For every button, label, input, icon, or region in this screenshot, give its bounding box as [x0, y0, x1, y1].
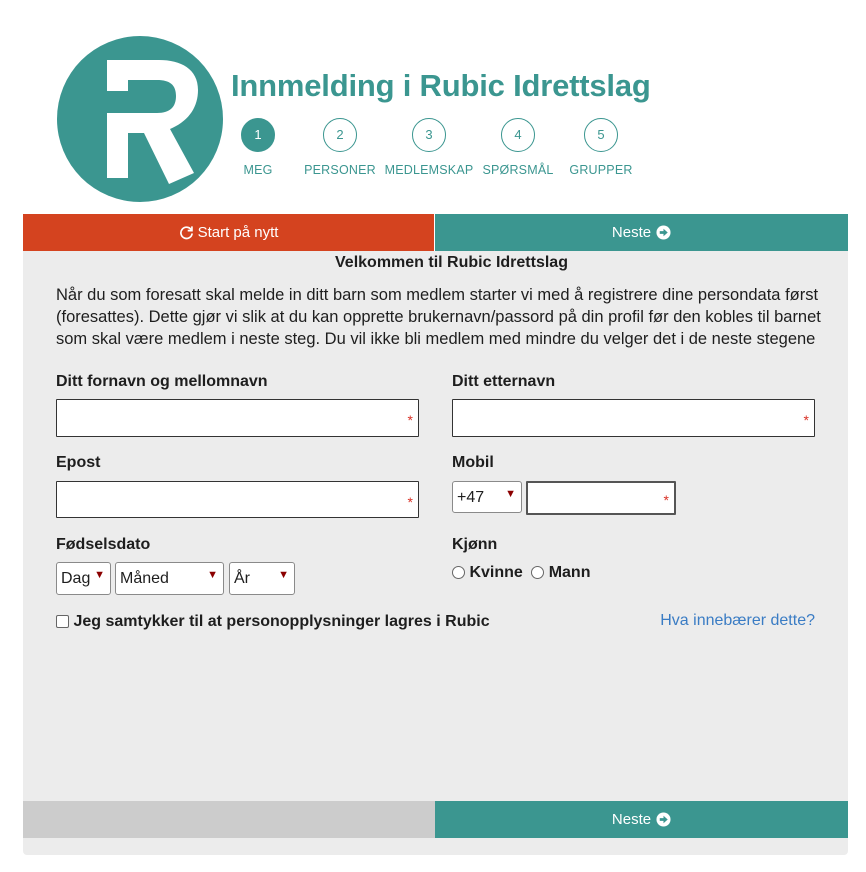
- mobile-label: Mobil: [452, 454, 494, 471]
- rubic-logo: [57, 36, 223, 202]
- consent-checkbox[interactable]: [56, 615, 69, 628]
- step-number: 2: [323, 118, 357, 152]
- step-label: PERSONER: [304, 163, 376, 177]
- intro-text: Når du som foresatt skal melde in ditt barn som medlem starter vi med å registrere dine persondata først (foresattes). Dette gjør vi slik at du kan opprette brukernavn/passord på din profil før den kobles til barnet som skal være medlem i neste steg. Du vil ikke bli medlem med mindre du velger det i de neste stegene: [56, 286, 821, 348]
- gender-options: [452, 564, 594, 582]
- consent-label: Jeg samtykker til at personopplysninger lagres i Rubic: [73, 613, 490, 630]
- mobile-input[interactable]: [526, 481, 676, 515]
- month-select[interactable]: [115, 562, 224, 595]
- email-input[interactable]: [56, 481, 419, 518]
- arrow-circle-right-icon: [656, 812, 671, 827]
- form-panel: [23, 251, 848, 855]
- consent-row: [56, 613, 490, 631]
- next-label: Neste: [611, 811, 652, 828]
- firstname-label: Ditt fornavn og mellomnavn: [56, 373, 268, 390]
- step-number: 4: [501, 118, 535, 152]
- radio-kvinne[interactable]: [452, 566, 465, 579]
- step-medlemskap[interactable]: [379, 118, 479, 177]
- firstname-input[interactable]: [56, 399, 419, 437]
- gender-option-label: Kvinne: [469, 564, 523, 581]
- arrow-circle-right-icon: [656, 225, 671, 240]
- restart-label: Start på nytt: [197, 224, 279, 241]
- restart-button[interactable]: [23, 214, 434, 251]
- chevron-down-icon: ▼: [207, 569, 218, 581]
- step-label: MEDLEMSKAP: [384, 163, 474, 177]
- required-marker: *: [407, 494, 413, 510]
- lastname-label: Ditt etternavn: [452, 373, 556, 390]
- next-button-top[interactable]: [435, 214, 848, 251]
- lastname-input[interactable]: [452, 399, 815, 437]
- top-action-bar: [23, 214, 848, 251]
- welcome-heading: Velkommen til Rubic Idrettslag: [335, 254, 568, 271]
- radio-mann[interactable]: [531, 566, 544, 579]
- bottom-action-bar: [23, 801, 848, 838]
- required-marker: *: [663, 492, 669, 508]
- gender-option-mann[interactable]: [531, 564, 590, 582]
- day-select-value: Dag: [61, 570, 91, 587]
- country-code-value: +47: [457, 489, 485, 506]
- gender-option-kvinne[interactable]: [452, 564, 523, 582]
- step-personer[interactable]: [290, 118, 390, 177]
- year-select[interactable]: [229, 562, 295, 595]
- email-label: Epost: [56, 454, 101, 471]
- step-number: 1: [241, 118, 275, 152]
- required-marker: *: [407, 412, 413, 428]
- bottom-bar-spacer: [23, 801, 435, 838]
- day-select[interactable]: [56, 562, 111, 595]
- country-code-select[interactable]: [452, 481, 522, 513]
- gender-option-label: Mann: [548, 564, 591, 581]
- step-number: 3: [412, 118, 446, 152]
- next-label: Neste: [611, 224, 652, 241]
- month-select-value: Måned: [120, 570, 169, 587]
- chevron-down-icon: ▼: [94, 569, 105, 581]
- required-marker: *: [803, 412, 809, 428]
- next-button-bottom[interactable]: [435, 801, 848, 838]
- step-label: MEG: [243, 163, 273, 177]
- birthdate-label: Fødselsdato: [56, 536, 151, 553]
- chevron-down-icon: ▼: [505, 488, 516, 500]
- page-title: Innmelding i Rubic Idrettslag: [231, 68, 651, 103]
- step-grupper[interactable]: [551, 118, 651, 177]
- step-label: SPØRSMÅL: [482, 163, 554, 177]
- step-number: 5: [584, 118, 618, 152]
- refresh-icon: [179, 225, 194, 240]
- year-select-value: År: [234, 570, 250, 587]
- chevron-down-icon: ▼: [278, 569, 289, 581]
- gender-label: Kjønn: [452, 536, 498, 553]
- step-label: GRUPPER: [569, 163, 633, 177]
- consent-info-link[interactable]: Hva innebærer dette?: [660, 612, 815, 629]
